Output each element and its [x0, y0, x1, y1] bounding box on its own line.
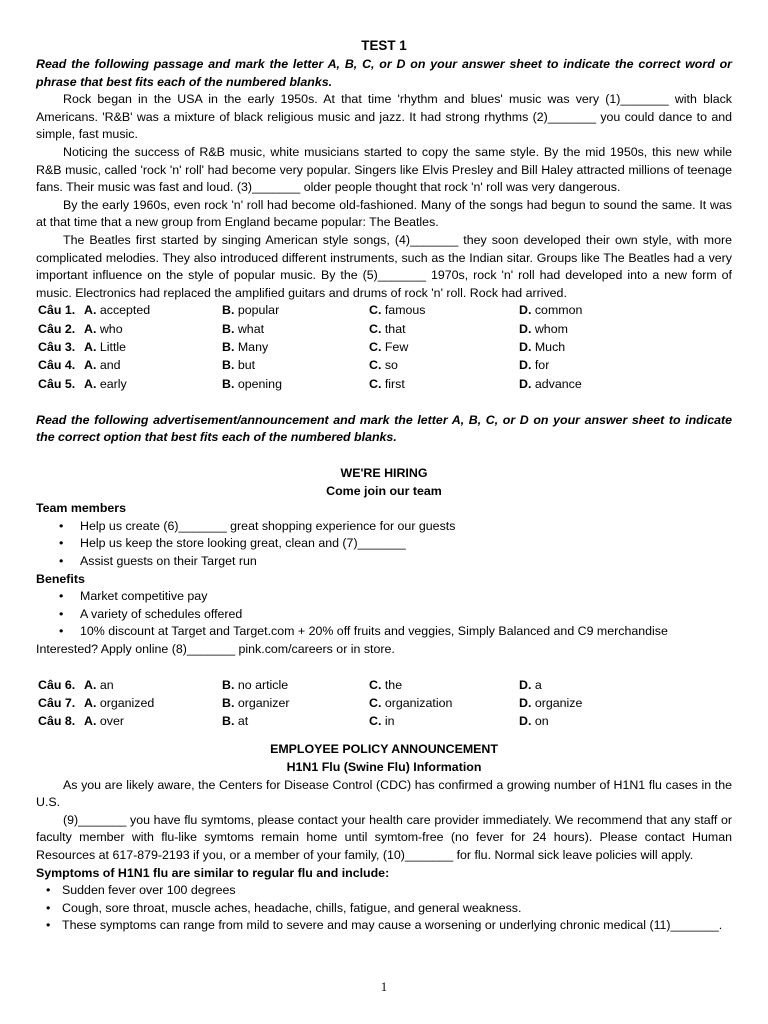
question-number: Câu 6. [38, 677, 76, 692]
question-number: Câu 5. [38, 376, 76, 391]
list-item: • Sudden fever over 100 degrees [36, 882, 732, 900]
option-a[interactable]: A. an [84, 677, 114, 692]
section1-options-table [38, 302, 738, 393]
team-members-list [36, 518, 732, 571]
option-a[interactable]: A. accepted [84, 303, 151, 318]
list-item: • Assist guests on their Target run [36, 553, 732, 571]
spacer [36, 731, 732, 741]
question-number: Câu 3. [38, 339, 76, 354]
benefits-list [36, 588, 732, 641]
option-c[interactable]: C. Few [369, 339, 409, 354]
option-a[interactable]: A. and [84, 358, 121, 373]
question-number: Câu 2. [38, 321, 76, 336]
passage-paragraph-2: Noticing the success of R&B music, white musicians started to copy the same style. By the mid 1950s, this new while R&B music, called 'rock 'n' roll' had become very popular. Singers like Elvis Presley and Bill Haley attracted millions of teenage fans. Their music was fast and loud. (3)_______ older people thought that rock 'n' roll was very dangerous. [36, 144, 732, 195]
question-row [38, 677, 738, 695]
option-b[interactable]: B. opening [222, 376, 282, 391]
option-d[interactable]: D. for [519, 358, 550, 373]
question-row [38, 713, 738, 731]
option-c[interactable]: C. the [369, 677, 403, 692]
question-number: Câu 4. [38, 358, 76, 373]
list-item: • A variety of schedules offered [36, 606, 732, 624]
symptoms-list [36, 882, 732, 935]
list-item: • These symptoms can range from mild to severe and may cause a worsening or underlying chronic medical (11)_______. [36, 917, 732, 935]
option-b[interactable]: B. what [222, 321, 265, 336]
test-title: TEST 1 [361, 38, 407, 53]
option-d[interactable]: D. organize [519, 695, 583, 710]
option-b[interactable]: B. popular [222, 303, 280, 318]
spacer [36, 447, 732, 465]
question-row [38, 357, 738, 375]
benefits-heading: Benefits [36, 571, 85, 586]
question-row [38, 302, 738, 320]
option-c[interactable]: C. so [369, 358, 398, 373]
question-row [38, 321, 738, 339]
list-item: • Market competitive pay [36, 588, 732, 606]
option-a[interactable]: A. organized [84, 695, 155, 710]
option-d[interactable]: D. Much [519, 339, 566, 354]
option-b[interactable]: B. at [222, 714, 249, 729]
option-a[interactable]: A. early [84, 376, 127, 391]
document-page [36, 36, 732, 935]
ad-title: WE'RE HIRING [340, 465, 428, 480]
option-d[interactable]: D. a [519, 677, 542, 692]
option-c[interactable]: C. first [369, 376, 405, 391]
spacer [36, 394, 732, 412]
option-d[interactable]: D. advance [519, 376, 582, 391]
list-item: • Help us create (6)_______ great shopping experience for our guests [36, 518, 732, 536]
question-row [38, 339, 738, 357]
list-item: • Cough, sore throat, muscle aches, headache, chills, fatigue, and general weakness. [36, 900, 732, 918]
option-a[interactable]: A. over [84, 714, 124, 729]
list-item: • Help us keep the store looking great, clean and (7)_______ [36, 535, 732, 553]
option-c[interactable]: C. organization [369, 695, 453, 710]
question-number: Câu 8. [38, 714, 76, 729]
option-a[interactable]: A. who [84, 321, 123, 336]
list-item: • 10% discount at Target and Target.com + 20% off fruits and veggies, Simply Balanced and C9 merchandise [36, 623, 732, 641]
section2-instruction: Read the following advertisement/announcement and mark the letter A, B, C, or D on your answer sheet to indicate the correct option that best fits each of the numbered blanks. [36, 412, 732, 445]
announcement-paragraph-2: (9)_______ you have flu symtoms, please contact your health care provider immediately. We recommend that any staff or faculty member with flu-like symtoms remain home until symtom-free (no fever for 24 hours). Please contact Human Resources at 617-879-2193 if you, or a member of your family, (10)_______ for flu. Normal sick leave policies will apply. [36, 812, 732, 862]
team-members-heading: Team members [36, 501, 126, 516]
page-number: 1 [380, 980, 388, 994]
section1-instruction: Read the following passage and mark the letter A, B, C, or D on your answer sheet to indicate the correct word or phrase that best fits each of the numbered blanks. [36, 57, 732, 89]
question-row [38, 695, 738, 713]
spacer [36, 659, 732, 677]
option-b[interactable]: B. Many [222, 339, 269, 354]
option-d[interactable]: D. whom [519, 321, 568, 336]
question-row [38, 376, 738, 394]
option-b[interactable]: B. no article [222, 677, 289, 692]
passage-paragraph-1: Rock began in the USA in the early 1950s. At that time 'rhythm and blues' music was very (1)_______ with black Americans. 'R&B' was a mixture of black religious music and jazz. It had strong rhythms (2)_______ you could dance to and simple, fast music. [36, 92, 732, 142]
option-a[interactable]: A. Little [84, 339, 127, 354]
option-d[interactable]: D. on [519, 714, 549, 729]
question-number: Câu 1. [38, 303, 76, 318]
symptoms-heading: Symptoms of H1N1 flu are similar to regular flu and include: [36, 865, 390, 880]
option-b[interactable]: B. organizer [222, 695, 290, 710]
option-c[interactable]: C. that [369, 321, 406, 336]
apply-line: Interested? Apply online (8)_______ pink.com/careers or in store. [36, 641, 395, 656]
passage-paragraph-4: The Beatles first started by singing American style songs, (4)_______ they soon developed their own style, with more complicated melodies. They also introduced different instruments, such as the Indian sitar. Groups like The Beatles had a very important influence on the style of popular music. By the (5)_______ 1970s, rock 'n' roll had developed into a new form of music. Electronics had replaced the amplified guitars and drums of rock 'n' roll. Rock had arrived. [36, 232, 732, 300]
section2-options-table [38, 677, 738, 732]
passage-paragraph-3: By the early 1960s, even rock 'n' roll had become old-fashioned. Many of the songs had begun to sound the same. It was at that time that a new group from England became popular: The Beatles. [36, 197, 732, 230]
ad-subtitle: Come join our team [326, 483, 442, 498]
announcement-paragraph-1: As you are likely aware, the Centers for Disease Control (CDC) has confirmed a growing number of H1N1 flu cases in the U.S. [36, 777, 732, 810]
announcement-title: EMPLOYEE POLICY ANNOUNCEMENT [270, 742, 498, 757]
option-c[interactable]: C. in [369, 714, 395, 729]
announcement-subtitle: H1N1 Flu (Swine Flu) Information [286, 760, 482, 774]
option-b[interactable]: B. but [222, 358, 256, 373]
option-d[interactable]: D. common [519, 303, 583, 318]
option-c[interactable]: C. famous [369, 303, 426, 318]
question-number: Câu 7. [38, 695, 76, 710]
